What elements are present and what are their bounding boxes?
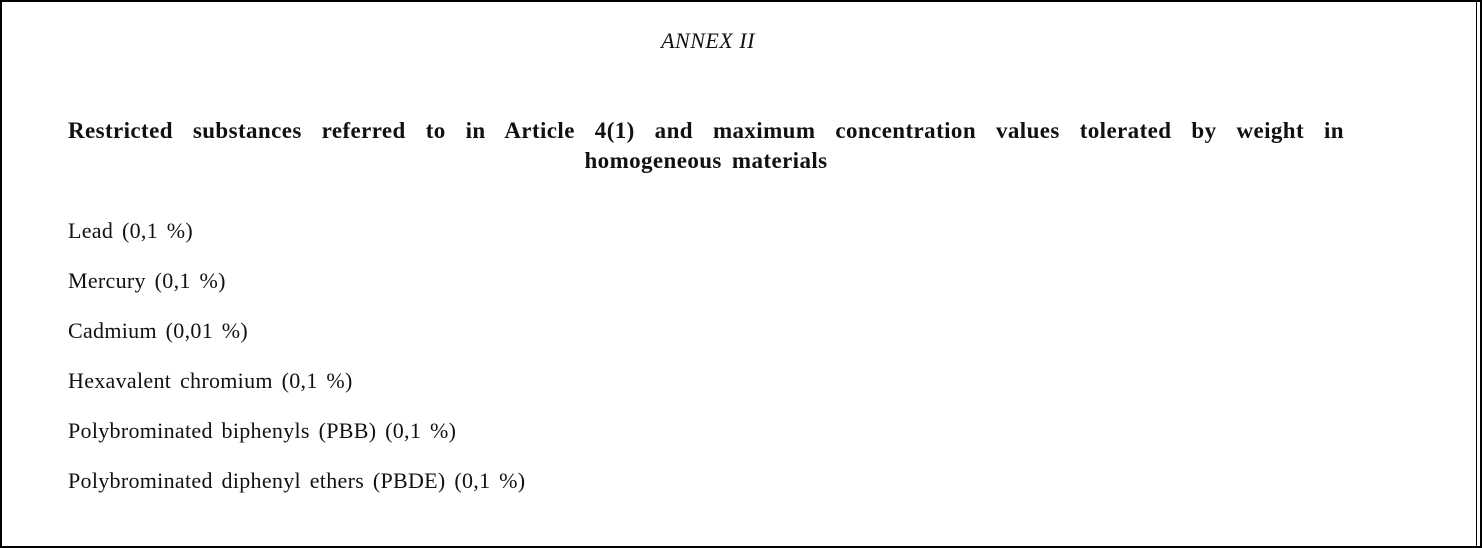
frame-edge-line xyxy=(1476,2,1477,546)
annex-title: ANNEX II xyxy=(661,28,755,53)
substance-item-mercury: Mercury (0,1 %) xyxy=(68,268,226,293)
substance-item-pbb: Polybrominated biphenyls (PBB) (0,1 %) xyxy=(68,418,457,443)
substance-item-hexavalent-chromium: Hexavalent chromium (0,1 %) xyxy=(68,368,353,393)
substance-list xyxy=(68,216,525,516)
substance-item-cadmium: Cadmium (0,01 %) xyxy=(68,318,249,343)
substance-item-lead: Lead (0,1 %) xyxy=(68,218,194,243)
substance-item-pbde: Polybrominated diphenyl ethers (PBDE) (0,1 %) xyxy=(68,468,526,493)
section-heading: Restricted substances referred to in Article 4(1) and maximum concentration values tolerated by weight in homogeneous materials xyxy=(68,118,1344,173)
